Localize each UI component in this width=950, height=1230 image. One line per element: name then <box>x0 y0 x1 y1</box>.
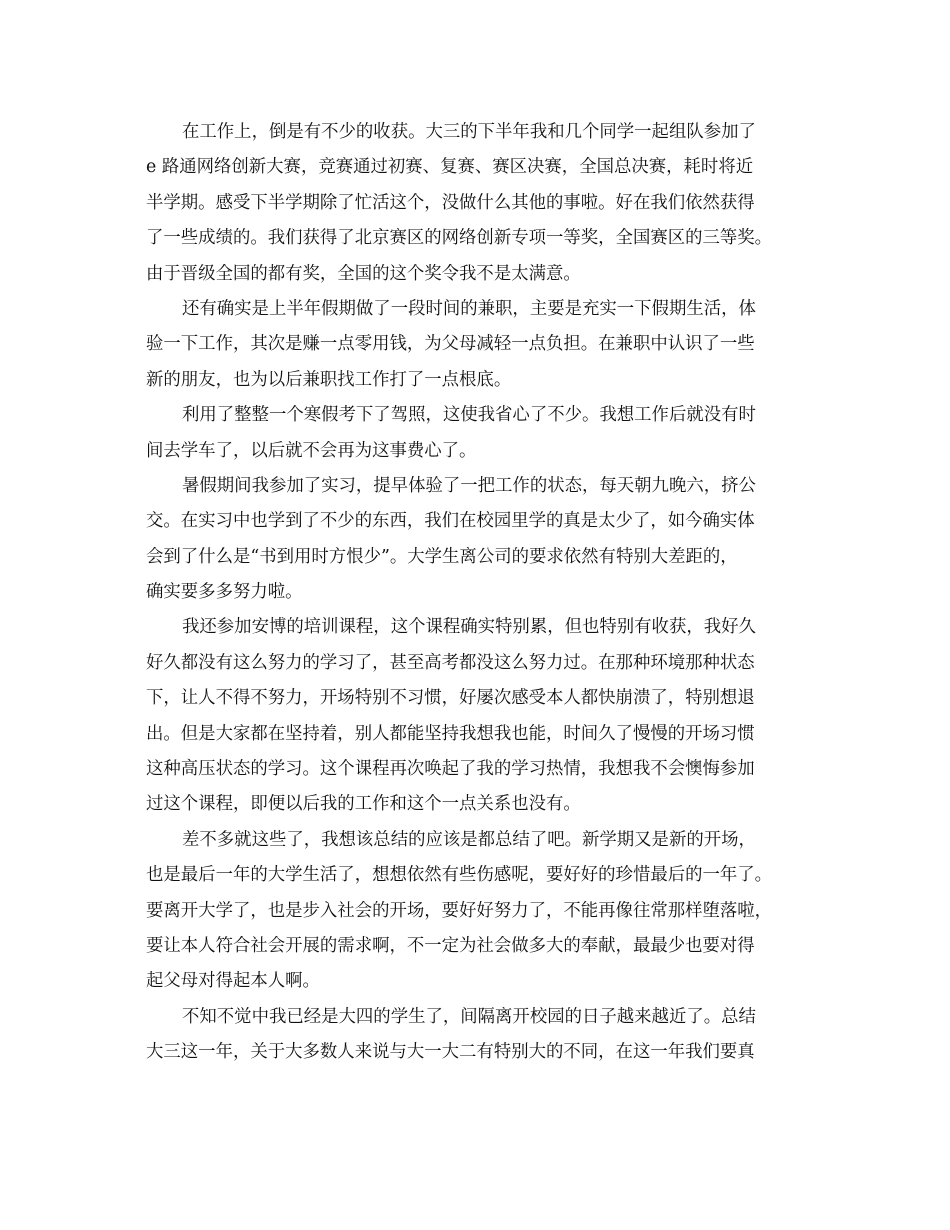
text-line: 还有确实是上半年假期做了一段时间的兼职，主要是充实一下假期生活，体 <box>182 298 756 319</box>
text-line: 大三这一年，关于大多数人来说与大一大二有特别大的不同，在这一年我们要真 <box>146 1042 755 1063</box>
text-line: 起父母对得起本人啊。 <box>146 971 320 992</box>
text-line: 暑假期间我参加了实习，提早体验了一把工作的状态，每天朝九晚六，挤公 <box>182 475 756 496</box>
paragraph <box>146 115 814 292</box>
text-line: 这种高压状态的学习。这个课程再次唤起了我的学习热情，我想我不会懊悔参加 <box>146 759 755 780</box>
text-line: 由于晋级全国的都有奖，全国的这个奖令我不是太满意。 <box>146 263 581 284</box>
text-line: 要让本人符合社会开展的需求啊，不一定为社会做多大的奉献，最最少也要对得 <box>146 935 755 956</box>
text-line: 确实要多多努力啦。 <box>146 582 303 603</box>
text-line: 利用了整整一个寒假考下了驾照，这使我省心了不少。我想工作后就没有时 <box>182 405 756 426</box>
text-line: 也是最后一年的大学生活了，想想依然有些伤感呢，要好好的珍惜最后的一年了。 <box>146 865 773 886</box>
text-line: 出。但是大家都在坚持着，别人都能坚持我想我也能，时间久了慢慢的开场习惯 <box>146 723 755 744</box>
text-line: 不知不觉中我已经是大四的学生了，间隔离开校园的日子越来越近了。总结 <box>182 1006 756 1027</box>
text-line: 好久都没有这么努力的学习了，甚至高考都没这么努力过。在那种环境那种状态 <box>146 652 755 673</box>
paragraph <box>146 398 814 469</box>
text-line: 间去学车了，以后就不会再为这事费心了。 <box>146 440 477 461</box>
text-line: 差不多就这些了，我想该总结的应该是都总结了吧。新学期又是新的开场， <box>182 829 756 850</box>
paragraph <box>146 292 814 398</box>
paragraph <box>146 823 814 1000</box>
text-line: 半学期。感受下半学期除了忙活这个，没做什么其他的事啦。好在我们依然获得 <box>146 192 755 213</box>
paragraph <box>146 610 814 822</box>
text-line: 我还参加安博的培训课程，这个课程确实特别累，但也特别有收获，我好久 <box>182 617 756 638</box>
text-line: 验一下工作，其次是赚一点零用钱，为父母减轻一点负担。在兼职中认识了一些 <box>146 334 755 355</box>
text-line: e 路通网络创新大赛，竞赛通过初赛、复赛、赛区决赛，全国总决赛，耗时将近 <box>146 157 754 178</box>
paragraph <box>146 469 814 611</box>
text-line: 要离开大学了，也是步入社会的开场，要好好努力了，不能再像往常那样堕落啦， <box>146 900 773 921</box>
text-line: 在工作上，倒是有不少的收获。大三的下半年我和几个同学一起组队参加了 <box>182 122 756 142</box>
text-line: 会到了什么是“书到用时方恨少”。大学生离公司的要求依然有特别大差距的， <box>146 546 738 567</box>
text-line: 了一些成绩的。我们获得了北京赛区的网络创新专项一等奖，全国赛区的三等奖。 <box>146 228 773 249</box>
paragraph <box>146 1000 814 1071</box>
text-line: 下，让人不得不努力，开场特别不习惯，好屡次感受本人都快崩溃了，特别想退 <box>146 688 755 709</box>
text-line: 交。在实习中也学到了不少的东西，我们在校园里学的真是太少了，如今确实体 <box>146 511 755 532</box>
text-line: 过这个课程，即便以后我的工作和这个一点关系也没有。 <box>146 794 581 815</box>
text-line: 新的朋友，也为以后兼职找工作打了一点根底。 <box>146 369 512 390</box>
document-body <box>146 115 814 1071</box>
